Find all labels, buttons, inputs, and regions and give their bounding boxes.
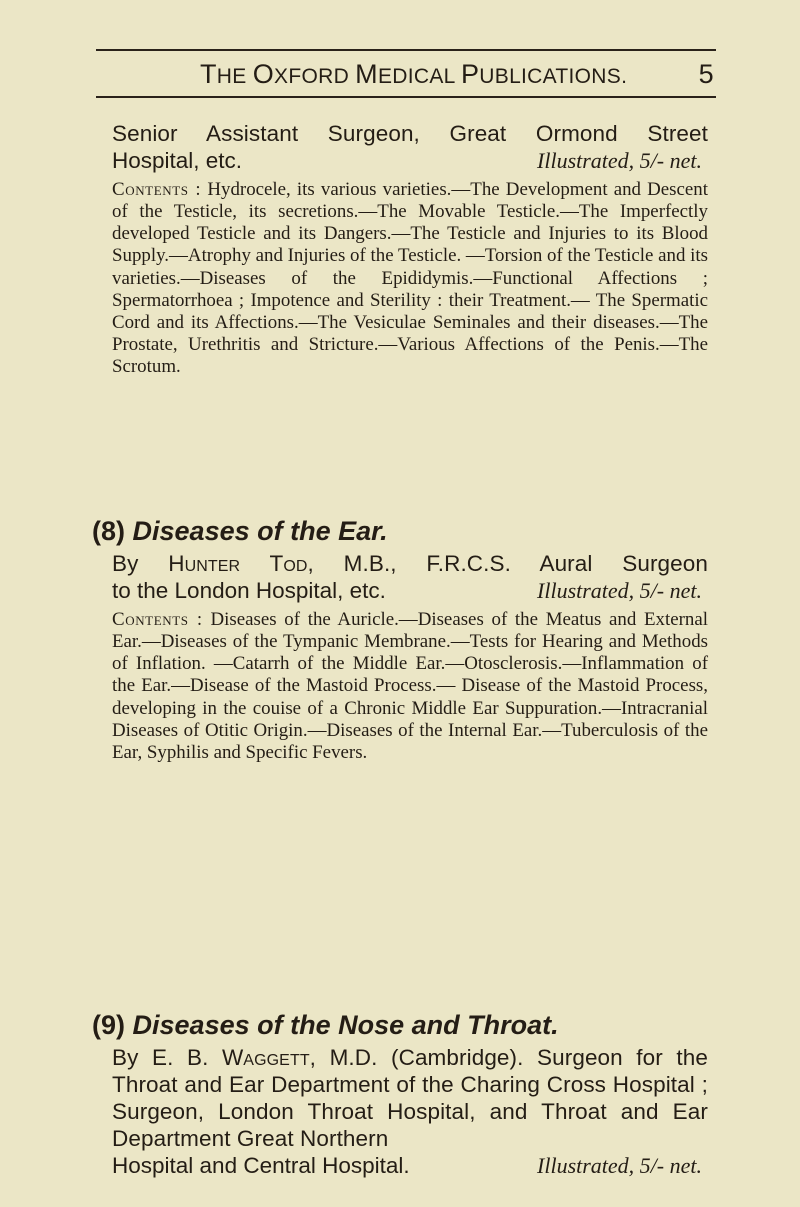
entry-7-continued: [112, 120, 708, 378]
entry-9-price: Illustrated, 5/- net.: [537, 1153, 702, 1178]
entry-8-contents-text: Diseases of the Auricle.—Diseases of the Meatus and External Ear.—Diseases of the Tympanic Membrane.—Tests for Hearing and Methods of Inflation. —Catarrh of the Middle Ear.—Otosclerosis.—Inflammation of the Ear.—Disease of the Mastoid Process.— Disease of the Mastoid Process, developing in the couise of a Chronic Middle Ear Suppuration.—Intracranial Diseases of Otitic Origin.—Diseases of the Internal Ear.—Tuberculosis of the Ear, Syphilis and Specific Fevers.: [112, 609, 708, 763]
entry-8: [92, 514, 708, 764]
entry-9: [92, 1008, 708, 1179]
entry-9-lead-last: [112, 1152, 708, 1179]
entry-9-number: (9): [92, 1010, 125, 1040]
entry-8-contents-label: Contents :: [112, 609, 203, 630]
entry-7-lead-last-text: Hospital, etc.: [112, 148, 243, 173]
entry-8-price: Illustrated, 5/- net.: [537, 578, 702, 603]
entry-7-contents-text: Hydrocele, its various varieties.—The Development and Descent of the Testicle, its secretions.—The Movable Testicle.—The Imperfectly developed Testicle and its Dangers.—The Testicle and Injuries to its Blood Supply.—Atrophy and Injuries of the Testicle. —Torsion of the Testicle and its varieties.—Diseases of the Epididymis.—Functional Affections ; Spermatorrhoea ; Impotence and Sterility : their Treatment.— The Spermatic Cord and its Affections.—The Vesiculae Seminales and their diseases.—The Prostate, Urethritis and Stricture.—Various Affections of the Penis.—The Scrotum.: [112, 179, 708, 378]
entry-7-lead-last: [112, 147, 708, 174]
entry-8-contents: [112, 609, 708, 764]
page-number: 5: [698, 59, 714, 89]
header-rule-bottom: [96, 96, 716, 98]
entry-7-contents: [112, 179, 708, 378]
entry-9-title: Diseases of the Nose and Throat.: [132, 1010, 559, 1040]
entry-8-number: (8): [92, 516, 125, 546]
entry-8-author: Hunter Tod,: [168, 551, 314, 576]
entry-8-title: Diseases of the Ear.: [132, 516, 388, 546]
entry-8-lead-last-text: to the London Hospital, etc.: [112, 578, 386, 603]
entry-9-author-text: By E. B. Waggett, M.D. (Cambridge). Surgeon for the Throat and Ear Department of the Charing Cross Hospital ; Surgeon, London Throat Hospital, and Throat and Ear Department Great Northern: [112, 1045, 708, 1151]
entry-8-author-line: By Hunter Tod, M.B., F.R.C.S. Aural Surgeon: [112, 551, 708, 576]
running-head-title: THE OXFORD MEDICAL PUBLICATIONS.: [200, 59, 628, 89]
entry-7-contents-label: Contents :: [112, 179, 202, 200]
entry-9-heading: [92, 1008, 708, 1042]
entry-8-heading: [92, 514, 708, 548]
entry-7-lead-line: Senior Assistant Surgeon, Great Ormond Street: [112, 121, 708, 146]
entry-8-lead-last: [112, 577, 708, 604]
entry-9-lead-last-text: Hospital and Central Hospital.: [112, 1153, 410, 1178]
entry-9-author: Waggett,: [221, 1045, 317, 1070]
entry-7-price: Illustrated, 5/- net.: [537, 148, 702, 173]
header-rule-top: [96, 49, 716, 51]
